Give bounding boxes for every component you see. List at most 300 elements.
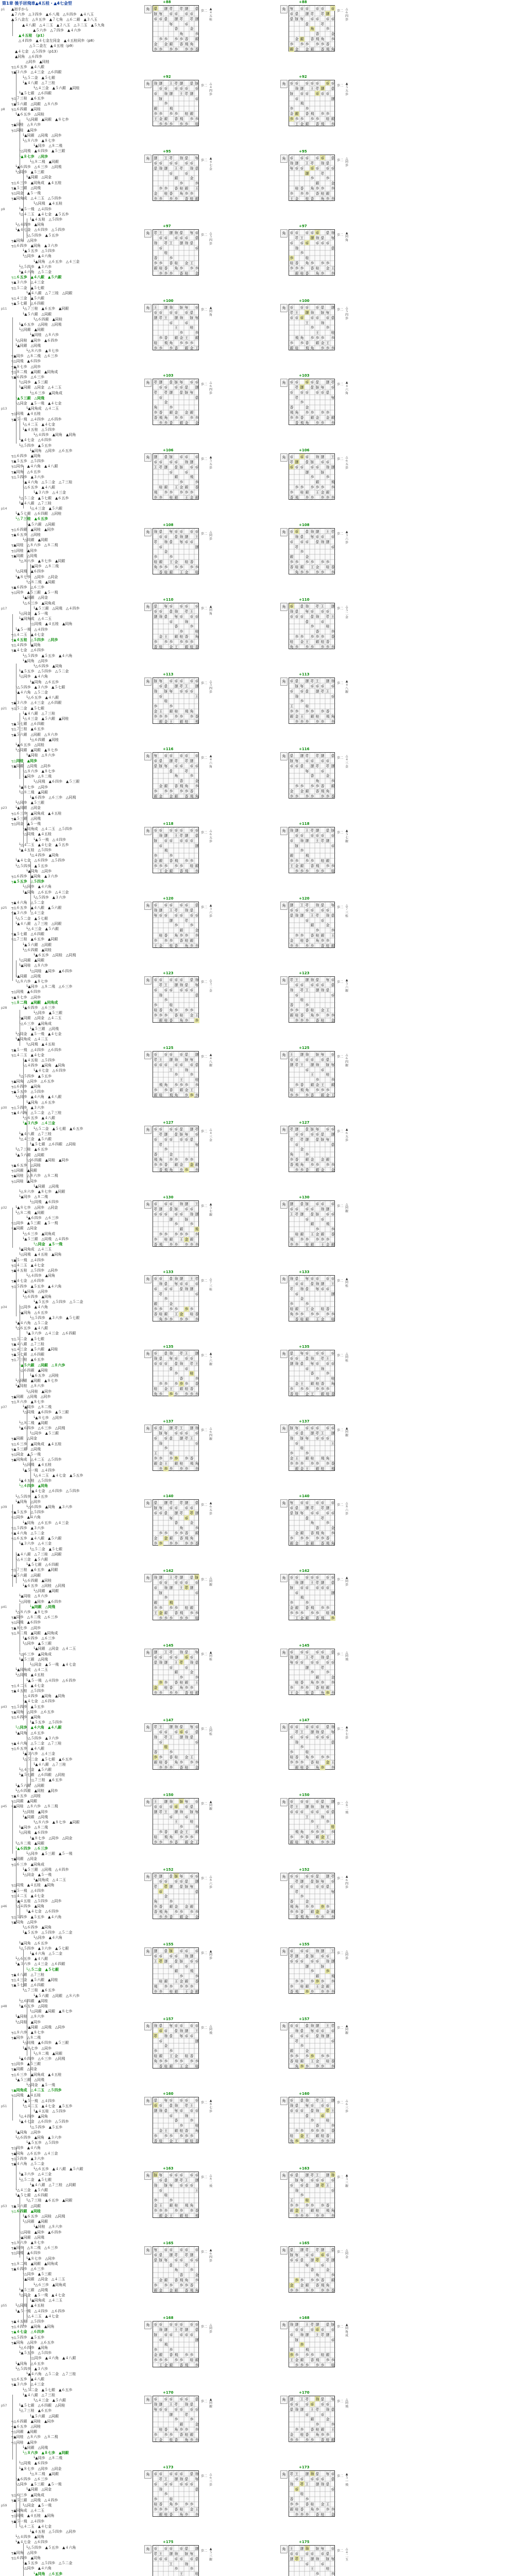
shogi-piece: 香: [174, 624, 179, 629]
shogi-piece: 歩: [320, 240, 325, 245]
shogi-piece: 銀: [315, 2023, 320, 2028]
shogi-piece: 銀: [184, 346, 189, 351]
shogi-piece: 角: [163, 763, 168, 768]
shogi-piece: 歩: [330, 1126, 335, 1131]
shogi-piece: 金: [163, 389, 168, 395]
move-line: ┬△５四歩 ▲３六歩: [11, 2157, 44, 2161]
shogi-piece: 香: [184, 37, 189, 42]
shogi-piece: 歩: [174, 1541, 179, 1546]
shogi-piece: 歩: [153, 2283, 158, 2288]
shogi-piece: 歩: [289, 2182, 294, 2188]
shogi-piece: 歩: [184, 1835, 189, 1840]
shogi-piece: 角: [184, 1799, 189, 1804]
shogi-piece: 桂: [305, 603, 310, 608]
shogi-piece: 銀: [325, 858, 330, 863]
shogi-piece: 歩: [179, 912, 184, 918]
move-line: └▲同角 △６五歩: [26, 1100, 55, 1105]
shogi-piece: 角: [294, 2252, 299, 2257]
shogi-piece: 桂: [310, 1804, 315, 1809]
shogi-piece: 香: [194, 165, 199, 171]
shogi-piece: 桂: [325, 116, 330, 122]
shogi-piece: 歩: [189, 1958, 194, 1963]
shogi-piece: 歩: [174, 2023, 179, 2028]
move-line: ┬▲同角成 △４二玉 △５四歩: [11, 196, 61, 201]
shogi-piece: 王: [310, 1072, 315, 1077]
shogi-piece: 銀: [174, 1989, 179, 1994]
shogi-piece: 歩: [305, 1724, 310, 1729]
page-ref: p28: [1, 1006, 9, 1010]
move-line: ┬△７三桂 ▲６五歩: [11, 1358, 44, 1362]
shogi-piece: 桂: [163, 191, 168, 196]
shogi-piece: 歩: [153, 1804, 158, 1809]
shogi-piece: 角: [320, 196, 325, 201]
shogi-piece: 歩: [294, 529, 299, 534]
move-line: ┬△５二金 ▲５七銀: [11, 706, 44, 711]
shogi-piece: 飛: [184, 2551, 189, 2556]
shogi-piece: 歩: [315, 1386, 320, 1392]
shogi-piece: 香: [168, 539, 174, 544]
shogi-piece: 金: [330, 2512, 335, 2517]
shogi-piece: 歩: [174, 2358, 179, 2363]
shogi-piece: 金: [158, 2288, 163, 2293]
shogi-piece: 香: [179, 938, 184, 943]
shogi-piece: 歩: [163, 384, 168, 389]
shogi-piece: 角: [310, 346, 315, 351]
shogi-piece: 歩: [315, 420, 320, 426]
shogi-piece: 香: [158, 1425, 163, 1430]
shogi-piece: 歩: [320, 608, 325, 614]
shogi-piece: 角: [289, 6, 294, 11]
right-move-caption: △同金: [344, 2248, 349, 2259]
left-shogi-board: [153, 528, 199, 574]
shogi-piece: 香: [194, 47, 199, 52]
shogi-piece: 歩: [305, 1904, 310, 1909]
shogi-piece: 歩: [184, 1963, 189, 1969]
shogi-piece: 歩: [315, 389, 320, 395]
shogi-piece: 銀: [153, 266, 158, 271]
shogi-piece: 歩: [174, 863, 179, 869]
shogi-piece: 歩: [320, 619, 325, 624]
move-line: └△同飛 ▲４五桂: [26, 1042, 55, 1047]
left-move-caption: ▲４七金: [208, 157, 213, 171]
shogi-piece: 香: [325, 389, 330, 395]
shogi-piece: 角: [325, 310, 330, 315]
shogi-piece: 歩: [179, 2172, 184, 2177]
shogi-piece: 歩: [179, 763, 184, 768]
shogi-piece: 王: [325, 2023, 330, 2028]
shogi-piece: 銀: [330, 1430, 335, 1435]
shogi-piece: 香: [174, 346, 179, 351]
shogi-piece: 飛: [294, 843, 299, 848]
shogi-piece: 歩: [294, 1355, 299, 1361]
shogi-piece: 歩: [294, 2278, 299, 2283]
shogi-piece: 金: [320, 2182, 325, 2188]
left-sente-hand: 歩二: [201, 1055, 207, 1059]
move-line: ┬△８二飛 ▲同銀 ▲同角成: [11, 370, 58, 375]
shogi-piece: 香: [179, 389, 184, 395]
shogi-piece: 桂: [325, 1958, 330, 1963]
left-move-caption: ▲同銀: [208, 1800, 213, 1811]
shogi-piece: 銀: [305, 2283, 310, 2288]
shogi-piece: 金: [179, 1829, 184, 1835]
left-shogi-board: [153, 1499, 199, 1546]
shogi-piece: 桂: [174, 261, 179, 266]
shogi-piece: 桂: [315, 714, 320, 719]
left-page-number: +142: [163, 1569, 173, 1573]
shogi-piece: 金: [153, 709, 158, 714]
shogi-piece: 王: [325, 1008, 330, 1013]
shogi-piece: 香: [189, 1804, 194, 1809]
move-line: ┬▲３六歩 △４三金 △６四銀: [11, 701, 61, 705]
shogi-piece: 香: [168, 1873, 174, 1878]
shogi-piece: 角: [289, 165, 294, 171]
shogi-piece: 歩: [310, 709, 315, 714]
shogi-piece: 歩: [163, 2283, 168, 2288]
shogi-piece: 歩: [325, 261, 330, 266]
shogi-piece: 歩: [189, 2481, 194, 2486]
shogi-piece: 金: [325, 2257, 330, 2262]
shogi-piece: 金: [189, 1162, 194, 1167]
shogi-piece: 香: [299, 534, 305, 539]
shogi-piece: 桂: [174, 709, 179, 714]
right-move-caption: ▲８七歩: [344, 1725, 349, 1740]
shogi-piece: 香: [194, 645, 199, 650]
shogi-piece: 桂: [179, 186, 184, 191]
right-sente-hand: 歩二: [337, 233, 343, 237]
shogi-piece: 香: [174, 26, 179, 31]
shogi-piece: 歩: [299, 315, 305, 320]
move-line: └▲同歩 △８二飛: [22, 1405, 52, 1410]
shogi-piece: 香: [153, 256, 158, 261]
right-sente-hand: 歩二: [337, 1205, 343, 1208]
right-sente-hand: 歩二: [337, 2101, 343, 2105]
shogi-piece: 金: [325, 763, 330, 768]
shogi-piece: 歩: [299, 1237, 305, 1242]
move-line: ┬△６四歩 ▲同角: [11, 2556, 41, 2561]
shogi-piece: 歩: [153, 16, 158, 21]
shogi-piece: 歩: [289, 1301, 294, 1307]
left-page-number: +147: [163, 1718, 173, 1722]
shogi-piece: 王: [305, 2133, 310, 2139]
shogi-piece: 銀: [179, 1227, 184, 1232]
shogi-piece: 銀: [305, 310, 310, 315]
shogi-piece: 銀: [299, 565, 305, 570]
shogi-piece: 金: [294, 1541, 299, 1546]
shogi-piece: 歩: [194, 230, 199, 235]
shogi-piece: 歩: [179, 2358, 184, 2363]
move-line: └△５四歩 ▲３六歩 ▲５七銀: [29, 1316, 79, 1320]
shogi-piece: 香: [320, 784, 325, 789]
shogi-piece: 歩: [310, 1659, 315, 1665]
right-move-caption: ▲同銀: [344, 1427, 349, 1437]
shogi-piece: 銀: [330, 1082, 335, 1088]
shogi-piece: 王: [310, 2566, 315, 2571]
move-line: └▲同桂 △８六歩: [15, 1384, 44, 1388]
shogi-piece: 歩: [315, 2213, 320, 2218]
shogi-piece: 桂: [163, 2512, 168, 2517]
shogi-piece: 桂: [325, 624, 330, 629]
right-shogi-board: [289, 2396, 335, 2442]
shogi-piece: 香: [299, 1909, 305, 1914]
right-page-number: +123: [299, 971, 309, 975]
right-page-number: +125: [299, 1046, 309, 1050]
right-shogi-board: [289, 155, 335, 201]
page-ref: p45: [1, 1804, 9, 1809]
shogi-piece: 角: [168, 1008, 174, 1013]
shogi-piece: 歩: [320, 271, 325, 276]
move-line: └▲同角 △同歩: [15, 1500, 41, 1504]
right-gote-hand-box: 角: [280, 5, 288, 13]
shogi-piece: 歩: [294, 1142, 299, 1147]
shogi-piece: 歩: [325, 938, 330, 943]
shogi-piece: 歩: [289, 1958, 294, 1963]
shogi-piece: 歩: [299, 1281, 305, 1286]
shogi-piece: 歩: [189, 266, 194, 271]
shogi-piece: 歩: [163, 2332, 168, 2337]
shogi-piece: 歩: [294, 1018, 299, 1023]
shogi-piece: 歩: [325, 1425, 330, 1430]
shogi-piece: 歩: [294, 1590, 299, 1595]
shogi-piece: 歩: [325, 1276, 330, 1281]
shogi-piece: 王: [325, 1355, 330, 1361]
shogi-piece: 歩: [153, 495, 158, 500]
shogi-piece: 歩: [299, 1649, 305, 1654]
shogi-piece: 角: [294, 570, 299, 575]
page-ref: p46: [1, 1904, 9, 1909]
shogi-piece: 香: [184, 1878, 189, 1884]
shogi-piece: 歩: [163, 997, 168, 1003]
shogi-piece: 桂: [189, 1690, 194, 1696]
shogi-piece: 飛: [184, 2203, 189, 2208]
move-line: └△同歩 ▲４六角 ▲４八銀: [15, 1725, 61, 1730]
shogi-piece: 歩: [194, 1082, 199, 1088]
shogi-piece: 香: [189, 80, 194, 86]
shogi-piece: 王: [325, 1835, 330, 1840]
shogi-piece: 金: [174, 80, 179, 86]
shogi-piece: 銀: [325, 2352, 330, 2358]
shogi-piece: 歩: [315, 1510, 320, 1515]
shogi-piece: 歩: [153, 261, 158, 266]
move-line: └△６五歩 ▲４八銀 ▲５六銀: [33, 2167, 83, 2172]
left-sente-hand: 歩二: [201, 682, 207, 685]
shogi-piece: 香: [310, 196, 315, 201]
shogi-piece: 歩: [153, 1162, 158, 1167]
shogi-piece: 金: [194, 1765, 199, 1770]
shogi-piece: 金: [294, 384, 299, 389]
shogi-piece: 歩: [189, 2108, 194, 2113]
shogi-piece: 歩: [189, 1072, 194, 1077]
move-line: └△同飛 ▲６四歩 ▲５三銀: [22, 1410, 69, 1415]
shogi-piece: 飛: [320, 1456, 325, 1461]
move-line: └△６五歩 ▲４八銀: [22, 1116, 55, 1121]
shogi-piece: 銀: [315, 1974, 320, 1979]
shogi-piece: 金: [305, 2396, 310, 2401]
shogi-piece: 歩: [168, 704, 174, 709]
shogi-piece: 歩: [153, 2432, 158, 2437]
shogi-piece: 歩: [184, 235, 189, 240]
shogi-piece: 香: [153, 415, 158, 420]
shogi-piece: 歩: [168, 171, 174, 176]
shogi-piece: 歩: [310, 560, 315, 565]
move-line: └△同飛 ▲４五桂: [22, 1463, 52, 1467]
shogi-piece: 歩: [330, 6, 335, 11]
shogi-piece: 歩: [179, 490, 184, 495]
shogi-piece: 歩: [194, 266, 199, 271]
shogi-piece: 金: [153, 1206, 158, 1211]
shogi-piece: 歩: [168, 977, 174, 982]
shogi-piece: 香: [310, 37, 315, 42]
shogi-piece: 香: [189, 977, 194, 982]
shogi-piece: 歩: [320, 1057, 325, 1062]
shogi-piece: 桂: [163, 699, 168, 704]
left-gote-hand-box: 角: [144, 2022, 151, 2030]
shogi-piece: 金: [163, 42, 168, 47]
shogi-piece: 金: [158, 2437, 163, 2443]
shogi-piece: 歩: [174, 2172, 179, 2177]
move-line: └△同歩 ▲４六角: [19, 674, 48, 679]
shogi-piece: 王: [158, 1057, 163, 1062]
shogi-piece: 歩: [310, 2352, 315, 2358]
shogi-piece: 歩: [294, 1461, 299, 1466]
shogi-piece: 歩: [325, 560, 330, 565]
shogi-piece: 歩: [299, 1979, 305, 1984]
shogi-piece: 歩: [294, 784, 299, 789]
shogi-piece: 金: [294, 235, 299, 240]
move-line: └▲６四歩 △６三歩: [15, 1846, 48, 1851]
shogi-piece: 金: [315, 2059, 320, 2064]
shogi-piece: 金: [168, 2139, 174, 2144]
shogi-piece: 銀: [158, 2512, 163, 2517]
move-line: └△５二金 ▲５七銀 ▲６五歩: [22, 2388, 72, 2393]
shogi-piece: 桂: [289, 160, 294, 165]
shogi-piece: 香: [305, 938, 310, 943]
shogi-piece: 香: [289, 495, 294, 500]
shogi-piece: 歩: [184, 789, 189, 794]
shogi-piece: 歩: [289, 2332, 294, 2337]
shogi-piece: 香: [184, 2546, 189, 2551]
right-gote-hand-box: 角: [280, 1873, 288, 1881]
shogi-piece: 桂: [153, 1008, 158, 1013]
left-move-caption: △５四歩: [208, 231, 213, 246]
shogi-piece: 王: [194, 346, 199, 351]
right-shogi-board: [289, 1798, 335, 1844]
shogi-piece: 歩: [163, 565, 168, 570]
shogi-piece: 角: [325, 977, 330, 982]
shogi-piece: 香: [325, 1884, 330, 1889]
shogi-piece: 歩: [168, 2332, 174, 2337]
shogi-piece: 香: [184, 1531, 189, 1536]
shogi-piece: 桂: [184, 2401, 189, 2406]
move-line: └▲４八銀 △７三桂: [19, 1132, 52, 1137]
left-sente-hand: 歩二: [201, 84, 207, 88]
shogi-piece: 歩: [294, 96, 299, 101]
shogi-piece: 飛: [330, 1466, 335, 1471]
move-line: └△同銀 ▲同銀: [33, 1589, 59, 1594]
shogi-piece: 銀: [299, 1878, 305, 1884]
shogi-piece: 歩: [310, 2103, 315, 2108]
shogi-piece: 角: [194, 794, 199, 799]
move-line: └△８六歩 ▲８七歩: [15, 1610, 48, 1615]
shogi-piece: 桂: [189, 1371, 194, 1376]
left-sente-hand: 歩二: [201, 906, 207, 909]
shogi-piece: 金: [153, 1536, 158, 1541]
shogi-piece: 歩: [179, 789, 184, 794]
shogi-piece: 歩: [305, 907, 310, 912]
shogi-piece: 銀: [168, 2363, 174, 2368]
left-gote-hand-box: 角: [144, 229, 151, 238]
shogi-piece: 歩: [305, 1152, 310, 1157]
shogi-piece: 桂: [163, 2033, 168, 2038]
move-line: └△同飛 ▲６四歩: [29, 1200, 59, 1205]
shogi-piece: 香: [289, 1350, 294, 1355]
shogi-piece: 歩: [305, 1003, 310, 1008]
right-gote-hand-box: 角: [280, 976, 288, 985]
shogi-piece: 歩: [299, 1685, 305, 1690]
shogi-piece: 歩: [189, 1760, 194, 1765]
move-line: ┬△同飛 ▲６四歩: [11, 1620, 41, 1625]
shogi-piece: 歩: [330, 719, 335, 724]
move-line: ┬△７三桂 ▲６五歩: [11, 96, 44, 101]
shogi-piece: 歩: [153, 1350, 158, 1355]
shogi-piece: 香: [310, 1093, 315, 1098]
left-page-number: +88: [163, 0, 171, 4]
move-line: ┬△６四銀 ▲同桂 ▲同歩: [11, 528, 54, 532]
shogi-piece: 歩: [158, 122, 163, 127]
left-sente-hand: 歩二: [201, 1727, 207, 1731]
move-line: └▲５六銀 △同銀: [15, 1784, 44, 1788]
right-page-number: +152: [299, 1868, 309, 1872]
shogi-piece: 歩: [330, 1840, 335, 1845]
shogi-piece: 銀: [330, 415, 335, 420]
shogi-piece: 王: [194, 186, 199, 191]
shogi-piece: 歩: [174, 1392, 179, 1397]
shogi-piece: 歩: [305, 379, 310, 384]
right-gote-hand-box: 角: [280, 902, 288, 910]
shogi-piece: 歩: [194, 2023, 199, 2028]
shogi-piece: 香: [168, 608, 174, 614]
shogi-piece: 飛: [179, 784, 184, 789]
shogi-piece: 香: [179, 869, 184, 874]
shogi-piece: 桂: [330, 230, 335, 235]
move-line: └▲４七金 △６四歩: [26, 1909, 59, 1914]
shogi-piece: 香: [179, 1536, 184, 1541]
shogi-piece: 歩: [330, 495, 335, 500]
shogi-piece: 香: [158, 2023, 163, 2028]
right-sente-hand: 歩二: [337, 9, 343, 13]
shogi-piece: 金: [194, 1914, 199, 1920]
shogi-piece: 銀: [158, 560, 163, 565]
shogi-piece: 銀: [305, 490, 310, 495]
shogi-piece: 飛: [158, 2257, 163, 2262]
shogi-piece: 歩: [179, 2471, 184, 2476]
shogi-piece: 桂: [325, 2406, 330, 2412]
shogi-piece: 銀: [305, 2471, 310, 2476]
shogi-piece: 歩: [330, 1013, 335, 1018]
move-line: ┬▲同角 △同歩: [11, 239, 37, 243]
shogi-piece: 歩: [168, 1126, 174, 1131]
right-gote-hand-box: 角: [280, 1649, 288, 1657]
shogi-piece: 桂: [194, 977, 199, 982]
shogi-piece: 飛: [184, 389, 189, 395]
left-sente-hand: 歩二: [201, 2026, 207, 2030]
shogi-piece: 角: [179, 1018, 184, 1023]
shogi-piece: 香: [194, 2486, 199, 2492]
shogi-piece: 歩: [174, 827, 179, 833]
shogi-piece: 歩: [158, 565, 163, 570]
shogi-piece: 銀: [168, 2252, 174, 2257]
shogi-piece: 王: [194, 1201, 199, 1206]
shogi-piece: 桂: [163, 539, 168, 544]
